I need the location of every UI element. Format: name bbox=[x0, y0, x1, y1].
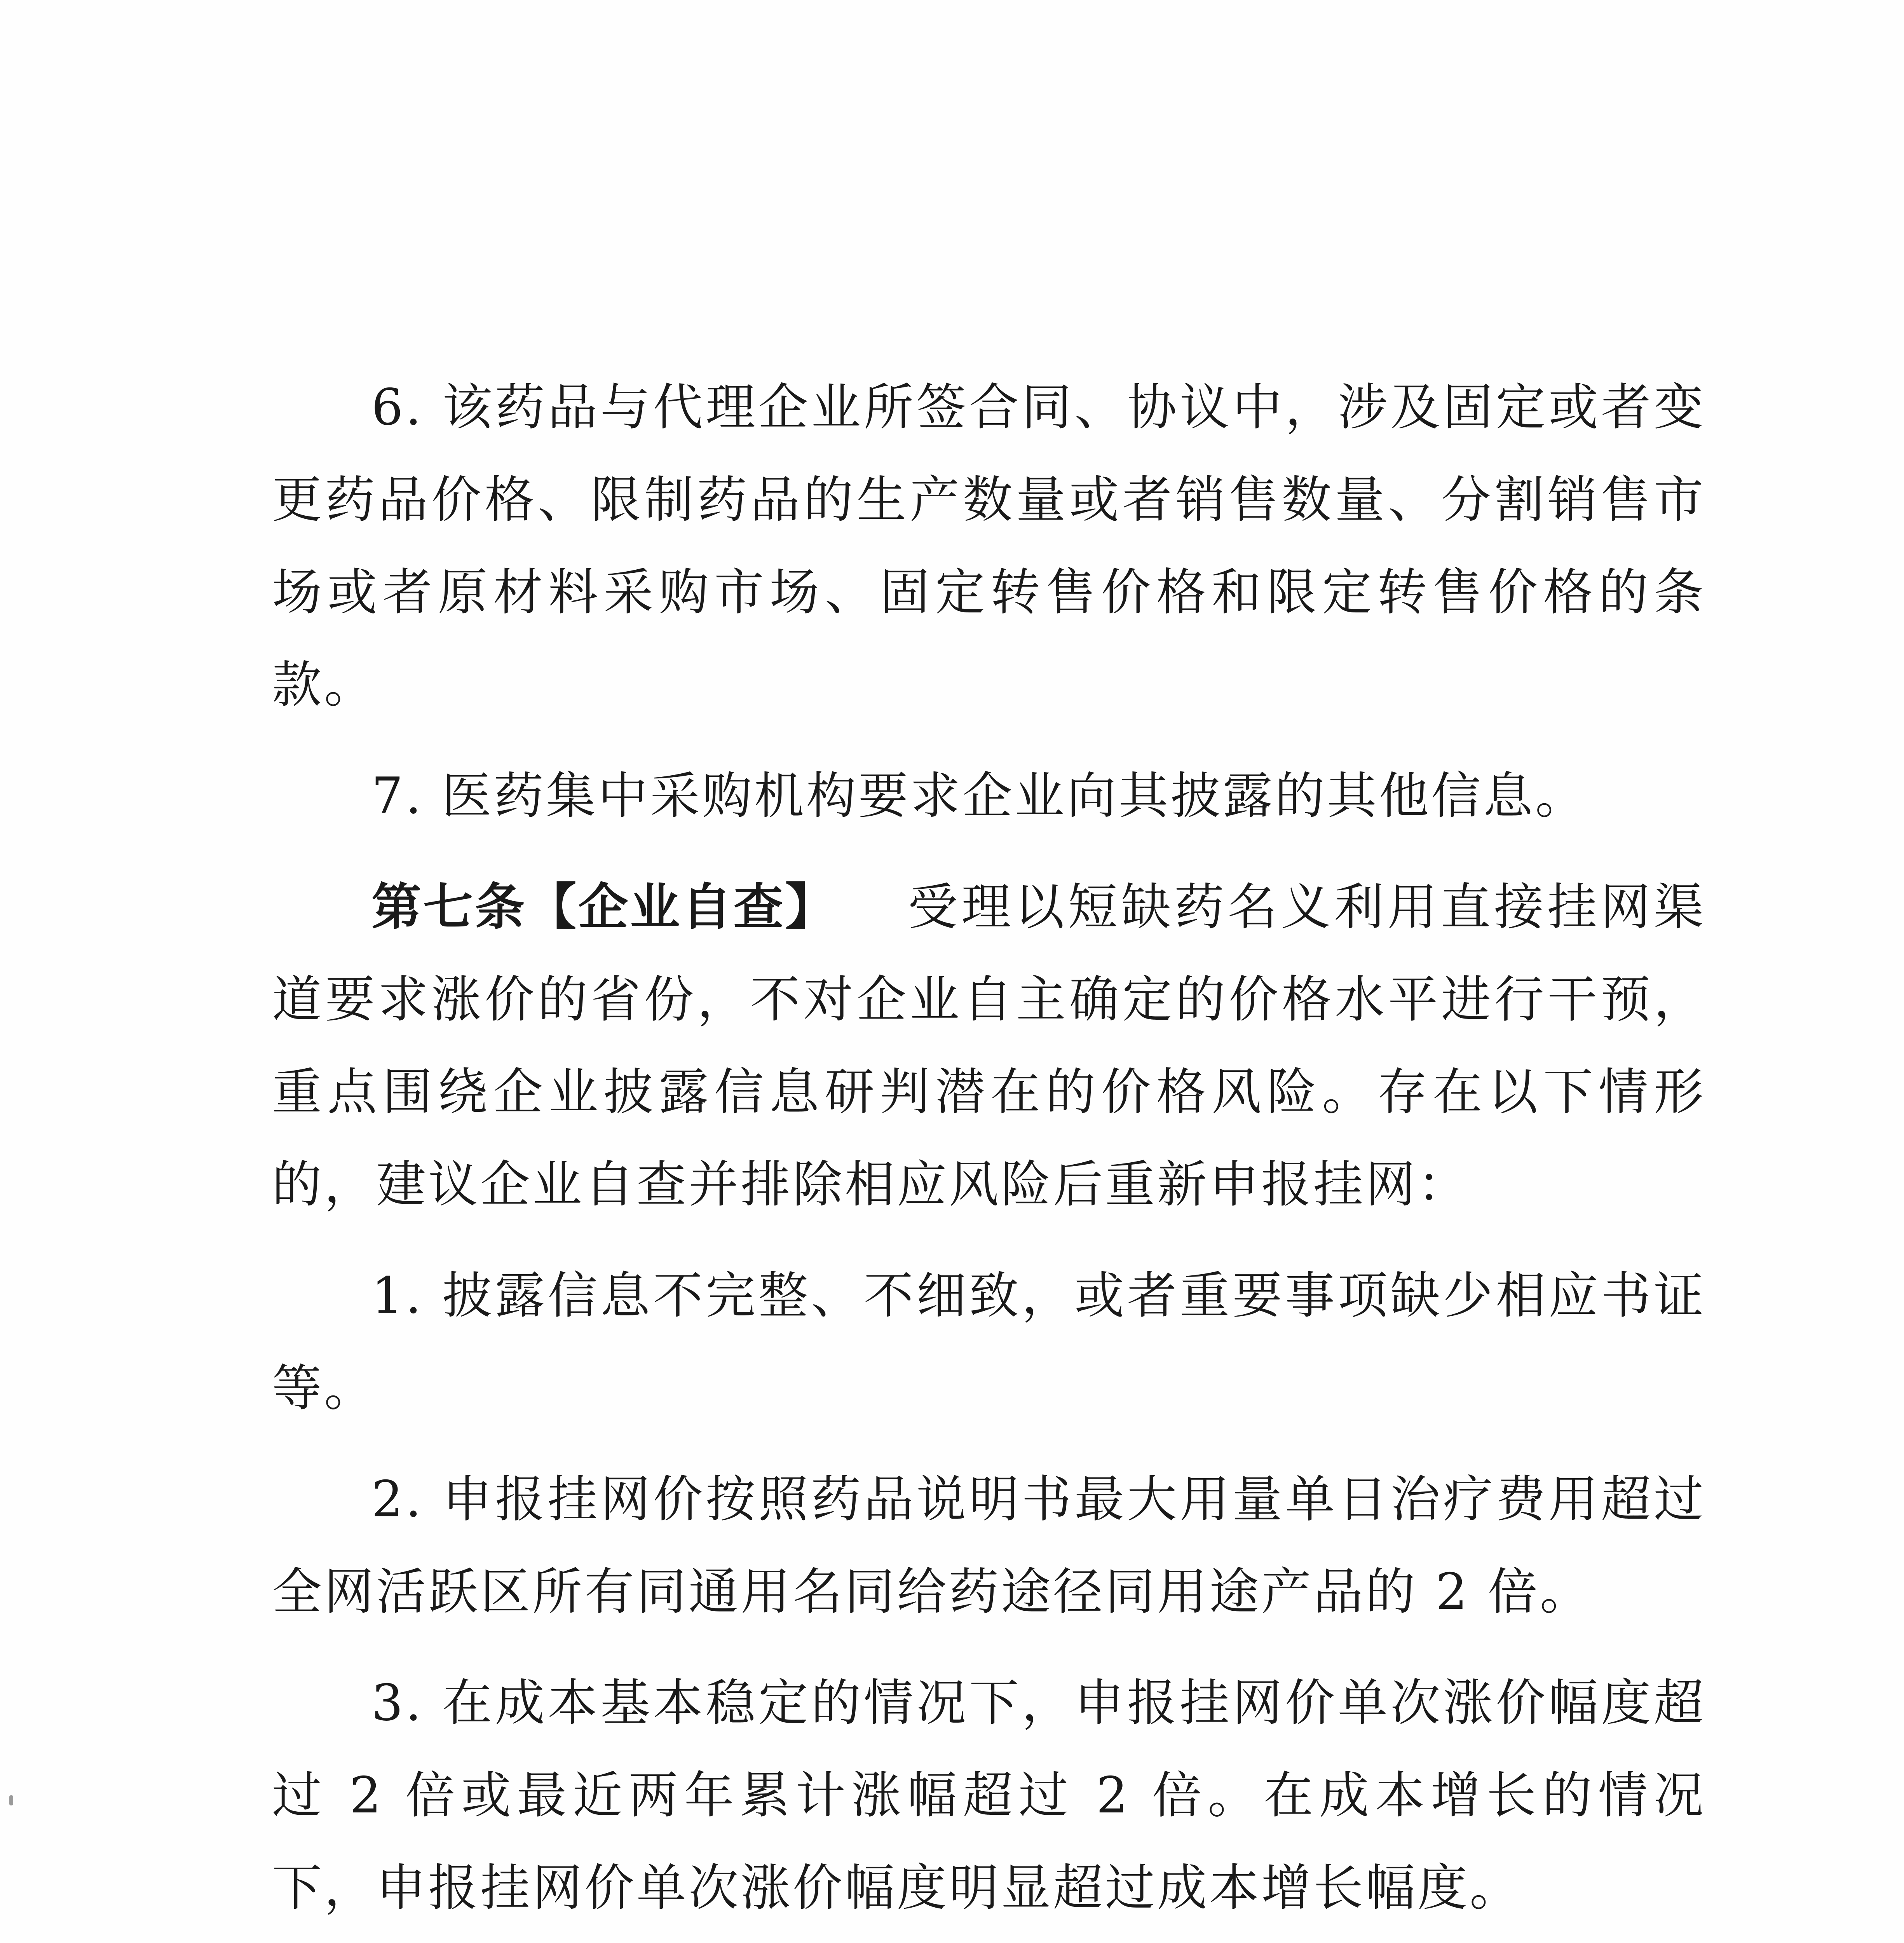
paragraph-item-2 bbox=[272, 1453, 1706, 1638]
paragraph-text: 3. 在成本基本稳定的情况下，申报挂网价单次涨价幅度超过 2 倍或最近两年累计涨幅超过 2 倍。在成本增长的情况下，申报挂网价单次涨价幅度明显超过成本增长幅度。 bbox=[272, 1674, 1706, 1917]
paragraph-item-3 bbox=[272, 1657, 1706, 1934]
scan-speck bbox=[9, 1795, 13, 1805]
paragraph-text: 受理以短缺药名义利用直接挂网渠道要求涨价的省份，不对企业自主确定的价格水平进行干预，重点围绕企业披露信息研判潜在的价格风险。存在以下情形的，建议企业自查并排除相应风险后重新申报挂网： bbox=[272, 878, 1706, 1214]
paragraph-text: 1. 披露信息不完整、不细致，或者重要事项缺少相应书证等。 bbox=[272, 1267, 1706, 1417]
paragraph-text: 6. 该药品与代理企业所签合同、协议中，涉及固定或者变更药品价格、限制药品的生产数量或者销售数量、分割销售市场或者原材料采购市场、固定转售价格和限定转售价格的条款。 bbox=[272, 378, 1706, 714]
paragraph-item-1 bbox=[272, 1250, 1706, 1435]
paragraph-item-7 bbox=[272, 750, 1706, 842]
article-heading: 第七条【企业自查】 bbox=[371, 878, 837, 936]
article-seven-paragraph bbox=[272, 861, 1706, 1231]
paragraph-item-6 bbox=[272, 361, 1706, 731]
paragraph-text: 7. 医药集中采购机构要求企业向其披露的其他信息。 bbox=[371, 767, 1587, 825]
document-body bbox=[272, 361, 1706, 1943]
paragraph-text: 2. 申报挂网价按照药品说明书最大用量单日治疗费用超过全网活跃区所有同通用名同给药途径同用途产品的 2 倍。 bbox=[272, 1470, 1706, 1621]
